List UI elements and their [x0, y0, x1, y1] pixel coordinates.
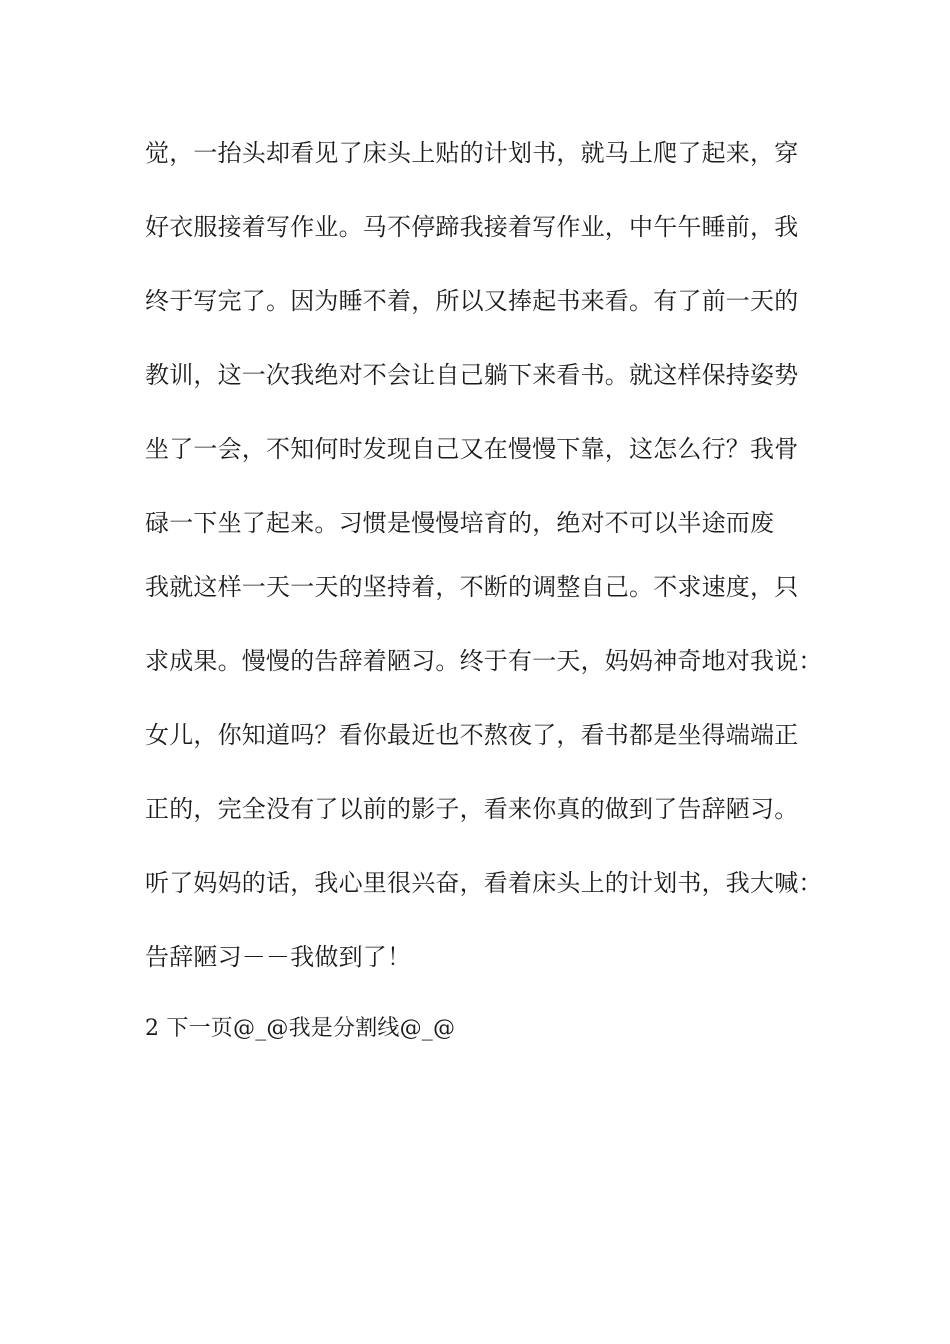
text-line-3: 终于写完了。因为睡不着，所以又捧起书来看。有了前一天的 [145, 287, 799, 315]
essay-body [145, 131, 835, 1049]
text-line-2: 好衣服接着写作业。马不停蹄我接着写作业，中午午睡前，我 [145, 213, 799, 241]
text-line-11: 听了妈妈的话，我心里很兴奋，看着床头上的计划书，我大喊： [145, 869, 823, 897]
text-line-8: 求成果。慢慢的告辞着陋习。终于有一天，妈妈神奇地对我说： [145, 647, 823, 675]
text-line-9: 女儿，你知道吗？看你最近也不熬夜了，看书都是坐得端端正 [145, 721, 799, 749]
text-line-7: 我就这样一天一天的坚持着，不断的调整自己。不求速度，只 [145, 573, 799, 601]
text-line-1: 觉，一抬头却看见了床头上贴的计划书，就马上爬了起来，穿 [145, 139, 799, 167]
text-line-10: 正的，完全没有了以前的影子，看来你真的做到了告辞陋习。 [145, 795, 799, 823]
text-line-12: 告辞陋习－－我做到了！ [145, 943, 412, 971]
text-line-6: 碌一下坐了起来。习惯是慢慢培育的，绝对不可以半途而废 [145, 509, 775, 537]
text-line-5: 坐了一会，不知何时发现自己又在慢慢下靠，这怎么行？我骨 [145, 435, 799, 463]
text-line-4: 教训，这一次我绝对不会让自己躺下来看书。就这样保持姿势 [145, 361, 799, 389]
page-footer-link: 2 下一页@_@我是分割线@_@ [145, 1016, 456, 1041]
